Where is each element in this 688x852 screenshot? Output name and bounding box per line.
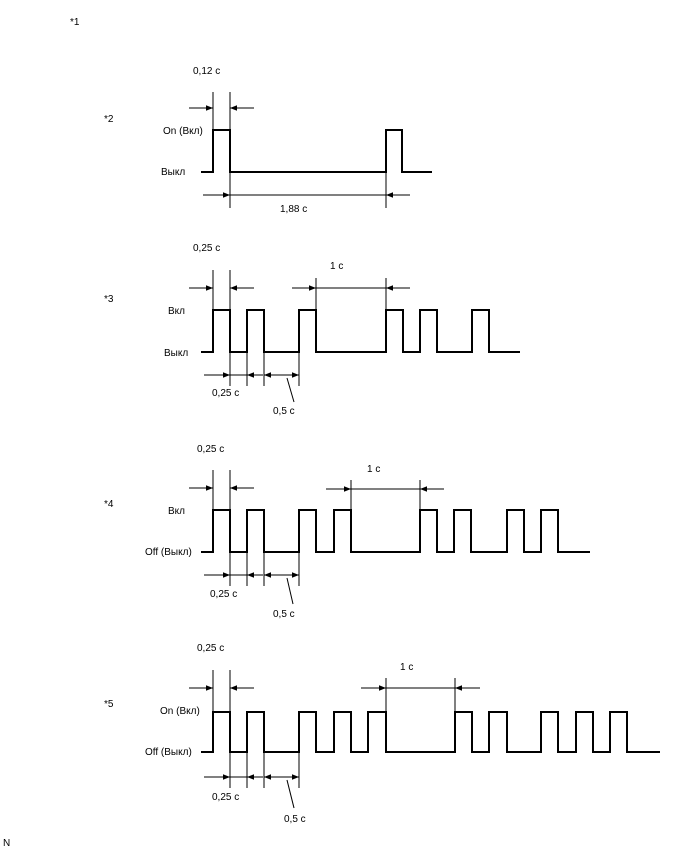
pattern-2-low-label: Выкл: [161, 167, 186, 178]
pattern-3: [104, 243, 520, 417]
pattern-4-leader-line: [287, 578, 293, 604]
figure-mark: *1: [70, 17, 80, 28]
pattern-3-high-label: Вкл: [168, 306, 185, 317]
pattern-3-waveform: [201, 310, 520, 352]
pattern-3-gap-label: 1 с: [330, 261, 344, 272]
pattern-2-period-label: 1,88 с: [280, 204, 308, 215]
pattern-4-id: *4: [104, 499, 114, 510]
pattern-3-top-pulse-label: 0,25 с: [193, 243, 221, 254]
pattern-5-high-label: On (Вкл): [160, 706, 200, 717]
pattern-4-gap-label: 1 с: [367, 464, 381, 475]
pattern-5-waveform: [201, 712, 660, 752]
pattern-5-bottom-gap-label: 0,5 с: [284, 814, 306, 825]
pattern-5-low-label: Off (Выкл): [145, 747, 192, 758]
pattern-4-top-pulse-label: 0,25 с: [197, 444, 225, 455]
pattern-2: [104, 66, 432, 215]
pattern-5-top-pulse-label: 0,25 с: [197, 643, 225, 654]
pattern-4-bottom-gap-label: 0,5 с: [273, 609, 295, 620]
pattern-3-bottom-pulse-label: 0,25 с: [212, 388, 240, 399]
pattern-3-leader-line: [287, 378, 294, 402]
pattern-2-id: *2: [104, 114, 114, 125]
pattern-4: [104, 444, 590, 620]
pattern-4-high-label: Вкл: [168, 506, 185, 517]
pattern-5-leader-line: [287, 780, 294, 808]
pattern-3-low-label: Выкл: [164, 348, 189, 359]
pattern-2-on-time-label: 0,12 с: [193, 66, 221, 77]
pattern-4-low-label: Off (Выкл): [145, 547, 192, 558]
footer-mark: N: [3, 838, 11, 849]
pattern-4-waveform: [201, 510, 590, 552]
pattern-3-bottom-gap-label: 0,5 с: [273, 406, 295, 417]
pattern-5-bottom-pulse-label: 0,25 с: [212, 792, 240, 803]
pattern-5: [104, 643, 660, 825]
pattern-3-id: *3: [104, 294, 114, 305]
pattern-5-gap-label: 1 с: [400, 662, 414, 673]
pattern-5-id: *5: [104, 699, 114, 710]
pattern-2-high-label: On (Вкл): [163, 126, 203, 137]
pattern-4-bottom-pulse-label: 0,25 с: [210, 589, 238, 600]
pattern-2-waveform: [201, 130, 432, 172]
